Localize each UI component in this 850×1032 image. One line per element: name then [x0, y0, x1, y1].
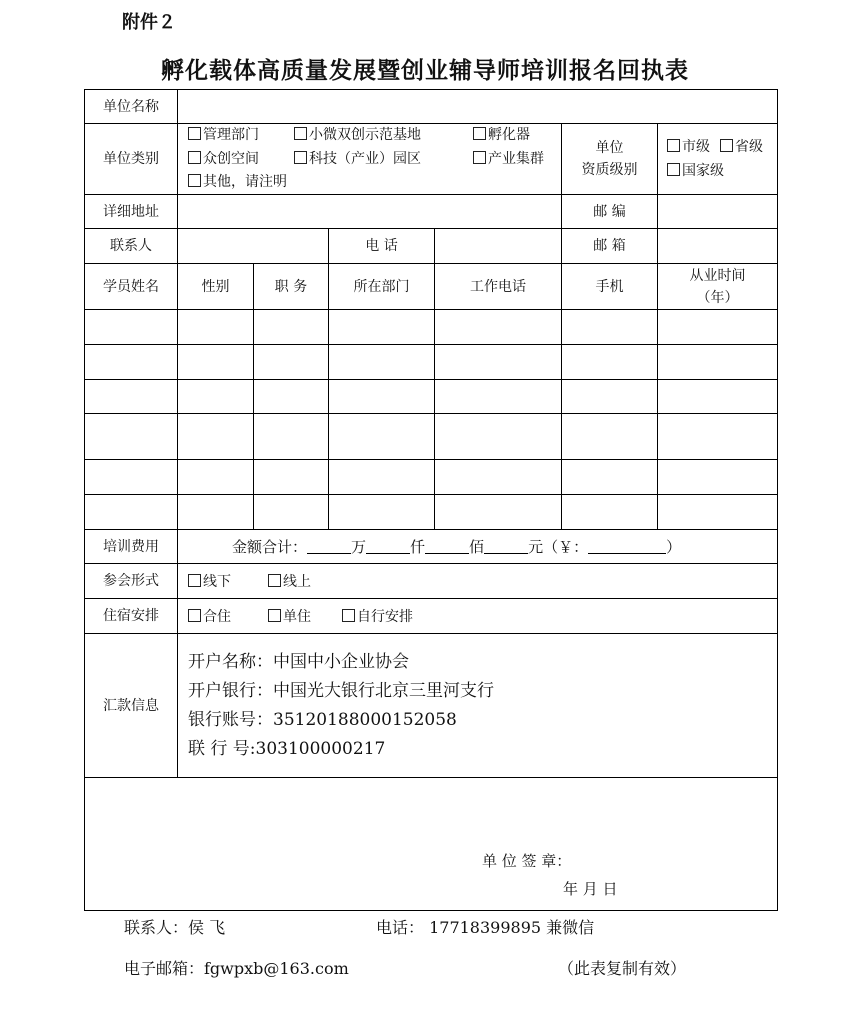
- footer-contact: 联系人：侯 飞: [124, 918, 226, 937]
- checkbox-icon: [188, 609, 201, 622]
- checkbox-icon: [473, 127, 486, 140]
- checkbox-icon: [294, 151, 307, 164]
- lodging-label: 住宿安排: [103, 608, 159, 624]
- contact-field[interactable]: [178, 229, 328, 263]
- signature-date: 年 月 日: [563, 880, 618, 898]
- option-label: 其他，请注明: [203, 174, 287, 190]
- unit-category-label: 单位类别: [103, 151, 159, 167]
- unit-name-field[interactable]: [178, 90, 777, 123]
- category-option-demo-base[interactable]: [294, 124, 421, 144]
- trainee-table-body[interactable]: [84, 309, 778, 529]
- category-option-management[interactable]: [188, 124, 259, 144]
- attend-option-offline[interactable]: [188, 571, 231, 591]
- checkbox-icon: [342, 609, 355, 622]
- option-label: 管理部门: [203, 127, 259, 143]
- option-label: 众创空间: [203, 151, 259, 167]
- email-label: 邮 箱: [593, 238, 626, 254]
- bank-account-name: 开户名称：中国中小企业协会: [188, 652, 409, 672]
- category-option-tech-park[interactable]: [294, 148, 421, 168]
- option-label: 线上: [283, 574, 311, 590]
- header-years-line2: （年）: [696, 289, 739, 306]
- checkbox-icon: [667, 139, 680, 152]
- fee-label: 培训费用: [103, 538, 159, 555]
- fee-bai-blank[interactable]: [425, 539, 469, 554]
- email-field[interactable]: [658, 229, 777, 263]
- footer-email: 电子邮箱：fgwpxb@163.com: [124, 959, 349, 978]
- address-label: 详细地址: [103, 203, 159, 220]
- header-years-in-industry: [658, 264, 777, 309]
- category-option-industry-cluster[interactable]: [473, 148, 544, 168]
- fee-yuan: 元（￥：: [528, 538, 589, 556]
- option-label: 小微双创示范基地: [309, 127, 421, 143]
- checkbox-icon: [667, 163, 680, 176]
- footer-phone: 电话： 17718399895 兼微信: [376, 918, 595, 937]
- header-mobile: 手机: [595, 278, 624, 295]
- attend-option-online[interactable]: [268, 571, 311, 591]
- header-trainee-name: 学员姓名: [103, 278, 159, 295]
- option-label: 产业集群: [488, 151, 544, 167]
- checkbox-icon: [188, 174, 201, 187]
- header-years-line1: 从业时间: [689, 267, 746, 284]
- contact-label: 联系人: [110, 238, 152, 254]
- level-option-national[interactable]: [667, 160, 724, 180]
- option-label: 自行安排: [357, 609, 413, 625]
- fee-total-blank[interactable]: [588, 539, 666, 554]
- fee-wan: 万: [351, 538, 367, 556]
- category-option-other[interactable]: [188, 171, 287, 191]
- checkbox-icon: [188, 574, 201, 587]
- header-department: 所在部门: [353, 278, 410, 295]
- phone-label: 电 话: [365, 238, 398, 254]
- checkbox-icon: [473, 151, 486, 164]
- fee-amount-line: [232, 536, 681, 557]
- fee-wan-blank[interactable]: [307, 539, 351, 554]
- level-option-province[interactable]: [720, 136, 763, 156]
- checkbox-icon: [720, 139, 733, 152]
- qualification-label-line2: 资质级别: [581, 162, 638, 178]
- option-label: 合住: [203, 609, 231, 625]
- option-label: 省级: [735, 139, 763, 155]
- bank-name: 开户银行：中国光大银行北京三里河支行: [188, 681, 494, 701]
- lodging-option-self[interactable]: [342, 606, 413, 626]
- lodging-option-single[interactable]: [268, 606, 311, 626]
- footer-note: （此表复制有效）: [558, 959, 687, 978]
- postcode-label: 邮 编: [593, 203, 626, 220]
- checkbox-icon: [268, 574, 281, 587]
- option-label: 孵化器: [488, 127, 530, 143]
- bank-clearing-number: 联 行 号:303100000217: [188, 739, 386, 759]
- option-label: 市级: [682, 139, 710, 155]
- form-title: 孵化载体高质量发展暨创业辅导师培训报名回执表: [161, 57, 689, 84]
- fee-yuan-blank[interactable]: [484, 539, 528, 554]
- unit-name-label: 单位名称: [103, 98, 159, 115]
- qualification-label: [562, 124, 657, 194]
- attachment-label: 附件２: [122, 12, 176, 33]
- checkbox-icon: [268, 609, 281, 622]
- fee-qian-blank[interactable]: [366, 539, 410, 554]
- address-field[interactable]: [178, 195, 561, 228]
- lodging-option-shared[interactable]: [188, 606, 231, 626]
- level-option-city[interactable]: [667, 136, 710, 156]
- header-gender: 性别: [201, 278, 230, 295]
- postcode-field[interactable]: [658, 195, 777, 228]
- fee-qian: 仟: [410, 538, 426, 556]
- fee-close: ）: [666, 538, 682, 556]
- checkbox-icon: [294, 127, 307, 140]
- fee-bai: 佰: [469, 538, 485, 556]
- attend-mode-label: 参会形式: [103, 573, 159, 589]
- phone-field[interactable]: [435, 229, 561, 263]
- option-label: 科技（产业）园区: [309, 151, 421, 167]
- qualification-label-line1: 单位: [595, 140, 624, 156]
- category-option-maker-space[interactable]: [188, 148, 259, 168]
- header-position: 职 务: [274, 278, 308, 295]
- fee-prefix: 金额合计：: [232, 538, 308, 556]
- option-label: 国家级: [682, 163, 724, 179]
- unit-seal: 单 位 签 章：: [482, 852, 572, 870]
- bank-account-number: 银行账号：35120188000152058: [188, 710, 457, 730]
- header-work-phone: 工作电话: [470, 278, 526, 295]
- checkbox-icon: [188, 151, 201, 164]
- checkbox-icon: [188, 127, 201, 140]
- category-option-incubator[interactable]: [473, 124, 530, 144]
- remittance-label: 汇款信息: [103, 697, 159, 714]
- option-label: 单住: [283, 609, 311, 625]
- option-label: 线下: [203, 574, 231, 590]
